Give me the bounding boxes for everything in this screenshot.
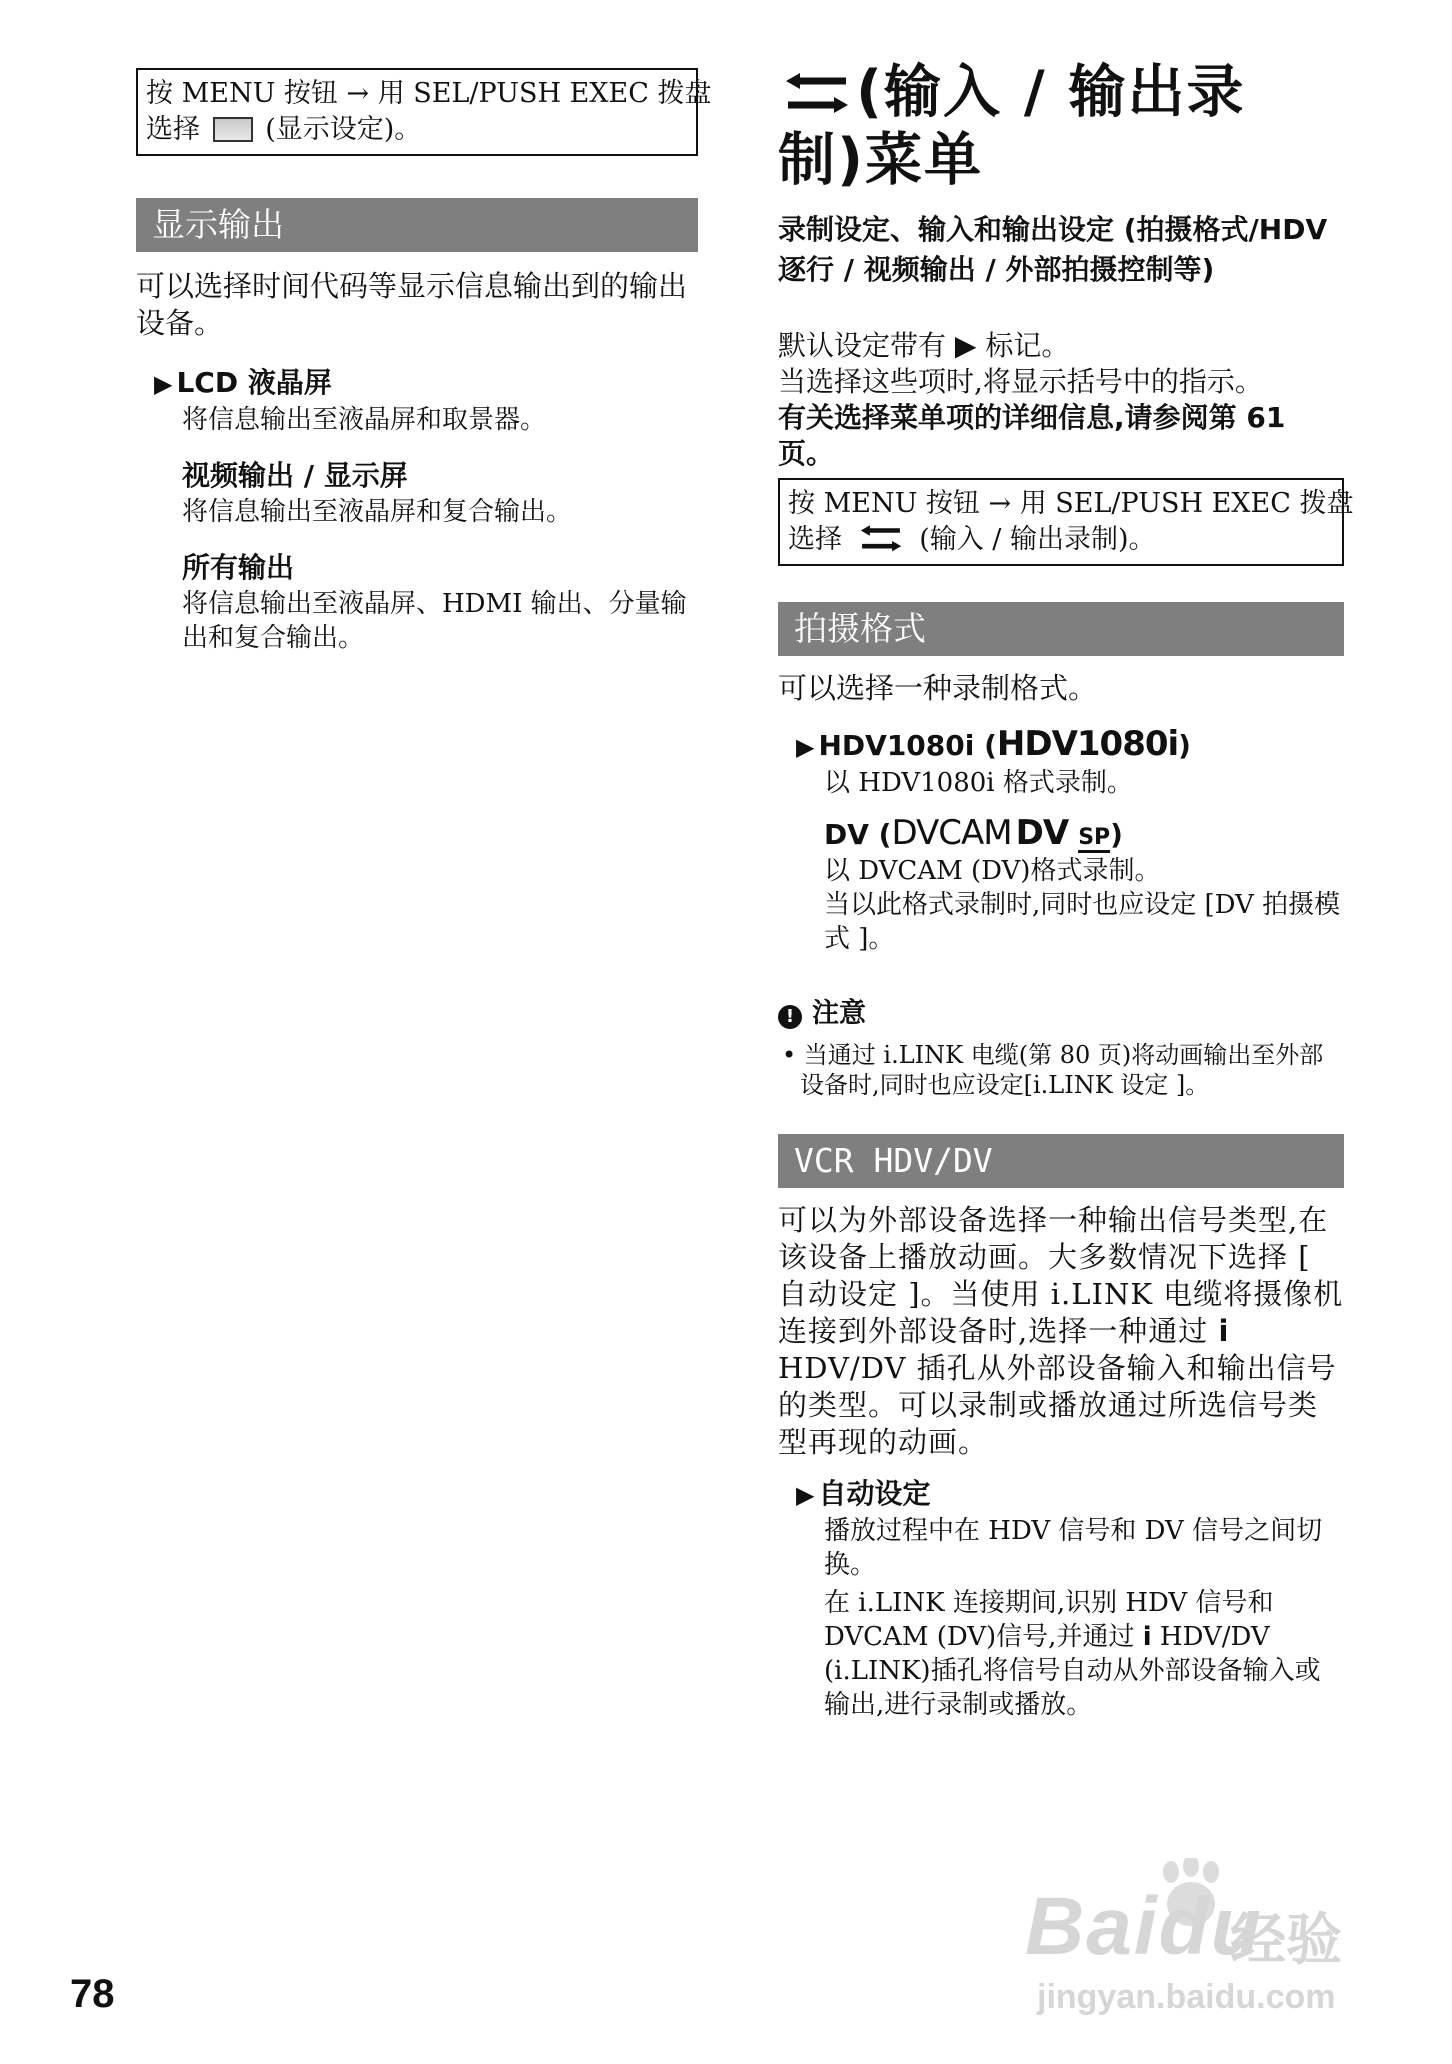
caution-icon: ! xyxy=(778,1005,802,1029)
option-label: DV ( xyxy=(824,818,892,851)
menu-title-line2: 制)菜单 xyxy=(778,127,984,193)
option-desc-part-b: HDV/DV (i.LINK)插孔将信号自动从外部设备输入或输出,进行录制或播放。 xyxy=(824,1622,1321,1720)
menu-instruction-line2-pre: 选择 xyxy=(788,524,842,555)
intro-default-note: 默认设定带有 ▶ 标记。 xyxy=(778,329,1070,362)
option-desc-part-a: 在 i.LINK 连接期间,识别 HDV 信号和 DVCAM (DV)信号,并通过 xyxy=(824,1588,1274,1652)
default-marker-icon: ▶ xyxy=(796,1481,815,1509)
display-settings-icon xyxy=(213,117,253,142)
option-auto xyxy=(796,1475,1344,1514)
option-video-out: 视频输出 / 显示屏 xyxy=(182,459,408,492)
default-marker-icon: ▶ xyxy=(154,370,173,398)
menu-subtitle: 录制设定、输入和输出设定 (拍摄格式/HDV 逐行 / 视频输出 / 外部拍摄控制等) xyxy=(778,213,1328,286)
section-heading-display-output: 显示输出 xyxy=(136,198,698,252)
vcr-body xyxy=(778,1202,1344,1461)
menu-instruction-line1: 按 MENU 按钮 → 用 SEL/PUSH EXEC 拨盘 xyxy=(146,78,712,109)
sp-mode-icon: SP xyxy=(1078,826,1110,853)
option-desc: 以 DVCAM (DV)格式录制。 xyxy=(824,856,1161,886)
option-desc: 将信息输出至液晶屏和复合输出。 xyxy=(182,497,573,527)
section-intro: 可以选择一种录制格式。 xyxy=(778,671,1098,705)
option-desc: 播放过程中在 HDV 信号和 DV 信号之间切换。 xyxy=(824,1516,1323,1580)
option-desc: 将信息输出至液晶屏和取景器。 xyxy=(182,405,547,435)
menu-instruction-line2-post: (输入 / 输出录制)。 xyxy=(919,524,1156,555)
option-lcd xyxy=(154,364,698,403)
menu-title xyxy=(778,58,1344,194)
menu-instruction-box xyxy=(778,478,1354,566)
note-heading xyxy=(778,996,1344,1032)
watermark-cn: 经验 xyxy=(1230,1908,1342,1971)
dvcam-logo: DVCAM xyxy=(891,813,1012,853)
option-desc-extra: 当以此格式录制时,同时也应设定 [DV 拍摄模式 ]。 xyxy=(824,890,1341,954)
option-label: LCD 液晶屏 xyxy=(176,366,332,399)
option-desc: 将信息输出至液晶屏、HDMI 输出、分量输出和复合输出。 xyxy=(182,589,687,653)
option-desc-extra xyxy=(796,1586,1344,1722)
vcr-body-b: HDV/DV 插孔从外部设备输入和输出信号的类型。可以录制或播放通过所选信号类型再现的动画。 xyxy=(778,1351,1337,1459)
section-heading-rec-format: 拍摄格式 xyxy=(778,602,1344,656)
option-list xyxy=(136,364,698,655)
option-desc: 以 HDV1080i 格式录制。 xyxy=(824,768,1133,798)
menu-title-line1: (输入 / 输出录 xyxy=(856,59,1246,125)
left-column xyxy=(136,68,712,655)
hdv1080i-logo: HDV1080i xyxy=(996,724,1179,764)
intro-indicator-note: 当选择这些项时,将显示括号中的指示。 xyxy=(778,365,1263,398)
vcr-body-a: 可以为外部设备选择一种输出信号类型,在该设备上播放动画。大多数情况下选择 [ 自动设定 ]。当使用 i.LINK 电缆将摄像机连接到外部设备时,选择一种通过 xyxy=(778,1203,1344,1348)
section-intro: 可以选择时间代码等显示信息输出到的输出设备。 xyxy=(136,269,688,340)
i.LINK-icon: i xyxy=(1218,1314,1230,1348)
intro-block xyxy=(778,328,1344,472)
right-column xyxy=(778,58,1354,1722)
option-dv xyxy=(796,814,1344,854)
section-heading-vcr: VCR HDV/DV xyxy=(778,1134,1344,1188)
baidu-watermark xyxy=(1025,1858,1385,2028)
note-block xyxy=(778,996,1344,1100)
watermark-brand: Baidu xyxy=(1025,1881,1263,1972)
option-all-out: 所有输出 xyxy=(182,551,295,584)
menu-instruction-line2-pre: 选择 xyxy=(146,114,200,145)
i.LINK-icon: i xyxy=(1142,1622,1152,1652)
option-label-close: ) xyxy=(1178,729,1191,762)
note-item: • 当通过 i.LINK 电缆(第 80 页)将动画输出至外部设备时,同时也应设定[i.LINK 设定 ]。 xyxy=(782,1041,1324,1099)
option-hdv1080i xyxy=(796,725,1344,766)
menu-instruction-box xyxy=(136,68,712,156)
default-marker-icon: ▶ xyxy=(796,733,815,761)
option-label: HDV1080i ( xyxy=(818,729,997,762)
option-label: 自动设定 xyxy=(818,1477,931,1510)
option-label-close: ) xyxy=(1110,818,1123,851)
input-output-icon xyxy=(782,71,852,117)
option-list xyxy=(778,725,1344,956)
menu-instruction-line2-post: (显示设定)。 xyxy=(265,114,422,145)
input-output-icon xyxy=(855,524,907,554)
intro-reference-note: 有关选择菜单项的详细信息,请参阅第 61 页。 xyxy=(778,401,1286,470)
watermark-url: jingyan.baidu.com xyxy=(1037,1978,1336,2016)
option-list xyxy=(778,1475,1344,1722)
dv-logo: DV xyxy=(1015,813,1069,853)
note-title-text: 注意 xyxy=(812,998,866,1029)
note-item-text: 当通过 i.LINK 电缆(第 80 页)将动画输出至外部设备时,同时也应设定[i.LINK 设定 ]。 xyxy=(800,1041,1324,1099)
page-number: 78 xyxy=(70,1972,115,2016)
menu-instruction-line1: 按 MENU 按钮 → 用 SEL/PUSH EXEC 拨盘 xyxy=(788,488,1354,519)
